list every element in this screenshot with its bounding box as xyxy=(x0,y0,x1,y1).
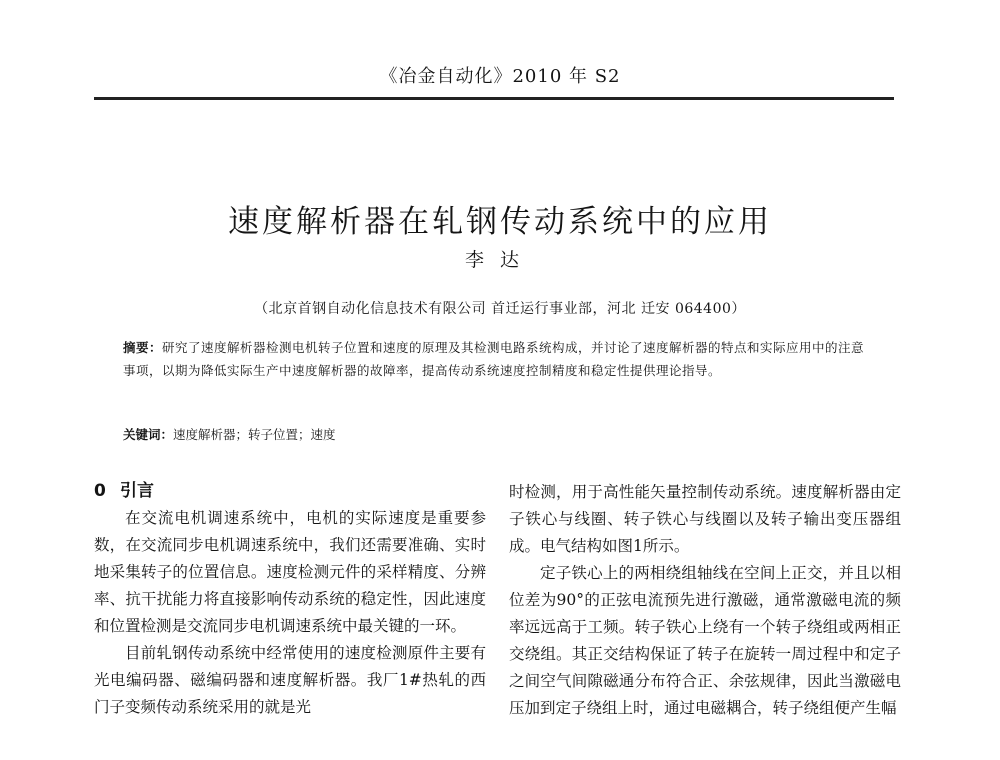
right-paragraph-1: 时检测，用于高性能矢量控制传动系统。速度解析器由定子铁心与线圈、转子铁心与线圈以及转子输出变压器组成。电气结构如图1所示。 xyxy=(509,483,901,555)
abstract-label: 摘要： xyxy=(123,340,163,355)
right-column xyxy=(509,479,901,722)
header-rule xyxy=(94,97,894,100)
author-name: 李达 xyxy=(464,249,535,271)
author-affiliation: （北京首钢自动化信息技术有限公司 首迁运行事业部，河北 迁安 064400） xyxy=(254,301,746,317)
left-column xyxy=(94,478,486,721)
abstract-paragraph xyxy=(123,336,875,382)
paper-title: 速度解析器在轧钢传动系统中的应用 xyxy=(228,203,772,240)
keywords xyxy=(123,423,875,446)
right-paragraph-2: 定子铁心上的两相绕组轴线在空间上正交，并且以相位差为90°的正弦电流预先进行激磁，通常激磁电流的频率远远高于工频。转子铁心上绕有一个转子绕组或两相正交绕组。其正交结构保证了转子在旋转一周过程中和定子之间空气间隙磁通分布符合正、余弦规律，因此当激磁电压加到定子绕组上时，通过电磁耦合，转子绕组便产生幅 xyxy=(509,564,901,717)
keywords-text: 速度解析器；转子位置；速度 xyxy=(173,427,336,442)
left-paragraph-1: 在交流电机调速系统中，电机的实际速度是重要参数，在交流同步电机调速系统中，我们还需要准确、实时地采集转子的位置信息。速度检测元件的采样精度、分辨率、抗干扰能力将直接影响传动系统的稳定性，因此速度和位置检测是交流同步电机调速系统中最关键的一环。 xyxy=(94,509,486,635)
abstract xyxy=(123,336,875,382)
keywords-label: 关键词： xyxy=(123,427,174,442)
journal-header: 《冶金自动化》2010 年 S2 xyxy=(379,66,621,87)
abstract-text: 研究了速度解析器检测电机转子位置和速度的原理及其检测电路系统构成，并讨论了速度解析器的特点和实际应用中的注意事项，以期为降低实际生产中速度解析器的故障率，提高传动系统速度控制精度和稳定性提供理论指导。 xyxy=(123,340,865,378)
section-number: 0 xyxy=(94,481,106,501)
section-title: 引言 xyxy=(120,481,154,501)
left-paragraph-2: 目前轧钢传动系统中经常使用的速度检测原件主要有光电编码器、磁编码器和速度解析器。我厂1#热轧的西门子变频传动系统采用的就是光 xyxy=(94,644,486,716)
section-heading xyxy=(94,478,486,505)
